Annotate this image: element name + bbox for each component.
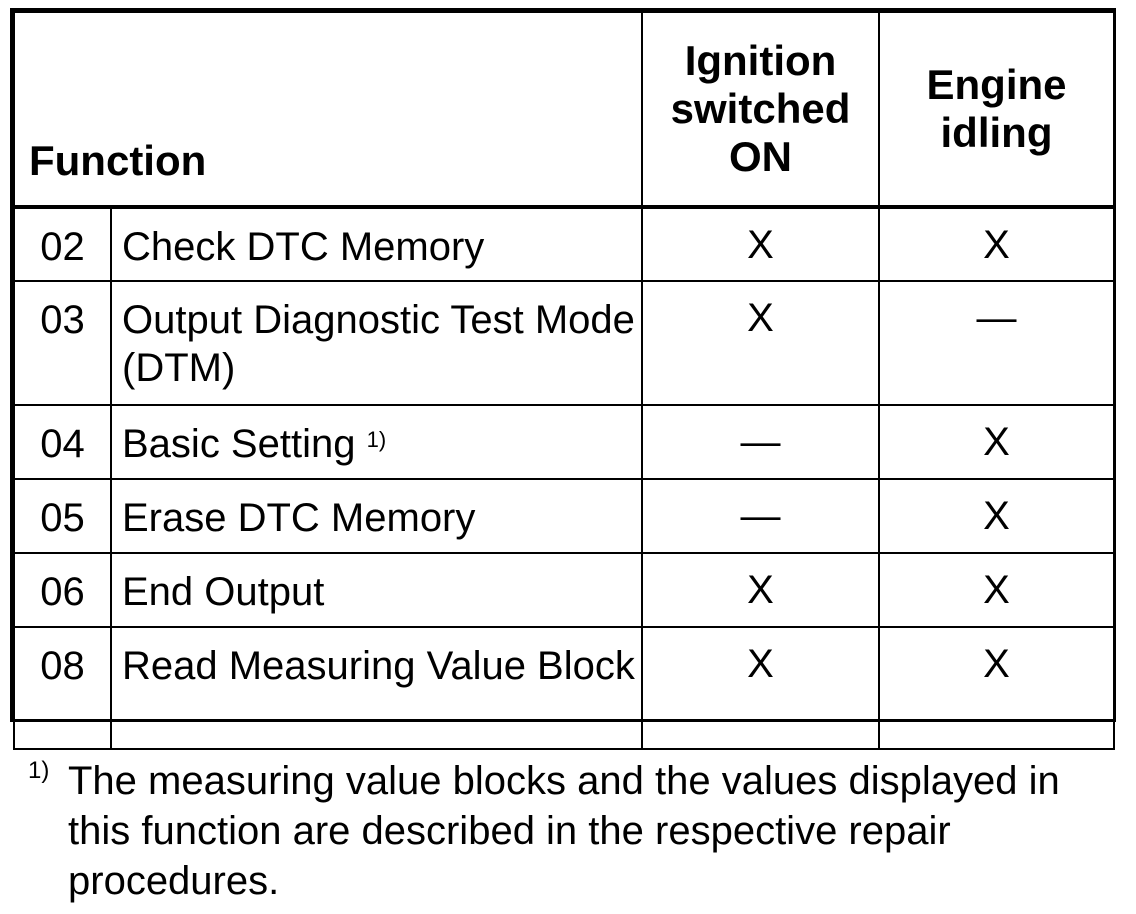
footnote-text: The measuring value blocks and the values displayed in this function are described in the respective repair procedures. [68,759,1060,903]
ignition-mark: X [642,281,879,405]
table-header-row [14,12,1114,207]
table-row [14,627,1114,749]
function-name [111,553,642,627]
engine-column-header: Engine idling [879,12,1114,207]
function-name [111,479,642,553]
table-row [14,207,1114,281]
function-number: 04 [14,405,111,479]
function-name [111,405,642,479]
function-name [111,207,642,281]
footnote-marker: 1) [28,757,50,784]
function-number: 02 [14,207,111,281]
ignition-mark: X [642,207,879,281]
engine-mark: — [879,281,1114,405]
function-number: 08 [14,627,111,749]
function-name-text: Read Measuring Value Block [122,644,635,688]
function-name-text: End Output [122,570,325,614]
ignition-mark: X [642,627,879,749]
table-row [14,281,1114,405]
ignition-mark: — [642,479,879,553]
table-row [14,405,1114,479]
function-name [111,627,642,749]
ignition-mark: — [642,405,879,479]
engine-mark: X [879,553,1114,627]
function-table [13,11,1115,750]
table-row [14,479,1114,553]
engine-mark: X [879,405,1114,479]
function-column-header: Function [14,12,642,207]
engine-mark: X [879,479,1114,553]
function-name-text: Erase DTC Memory [122,496,476,540]
engine-mark: X [879,207,1114,281]
table-row [14,553,1114,627]
function-name [111,281,642,405]
ignition-column-header: Ignition switched ON [642,12,879,207]
function-number: 03 [14,281,111,405]
footnote [28,756,1108,906]
function-number: 05 [14,479,111,553]
function-name-text: Output Diagnostic Test Mode (DTM) [122,298,635,390]
engine-mark: X [879,627,1114,749]
function-number: 06 [14,553,111,627]
function-name-text: Check DTC Memory [122,225,485,269]
footnote-reference: 1) [366,427,387,452]
ignition-mark: X [642,553,879,627]
function-name-text: Basic Setting [122,422,356,466]
function-table-container [10,8,1116,722]
